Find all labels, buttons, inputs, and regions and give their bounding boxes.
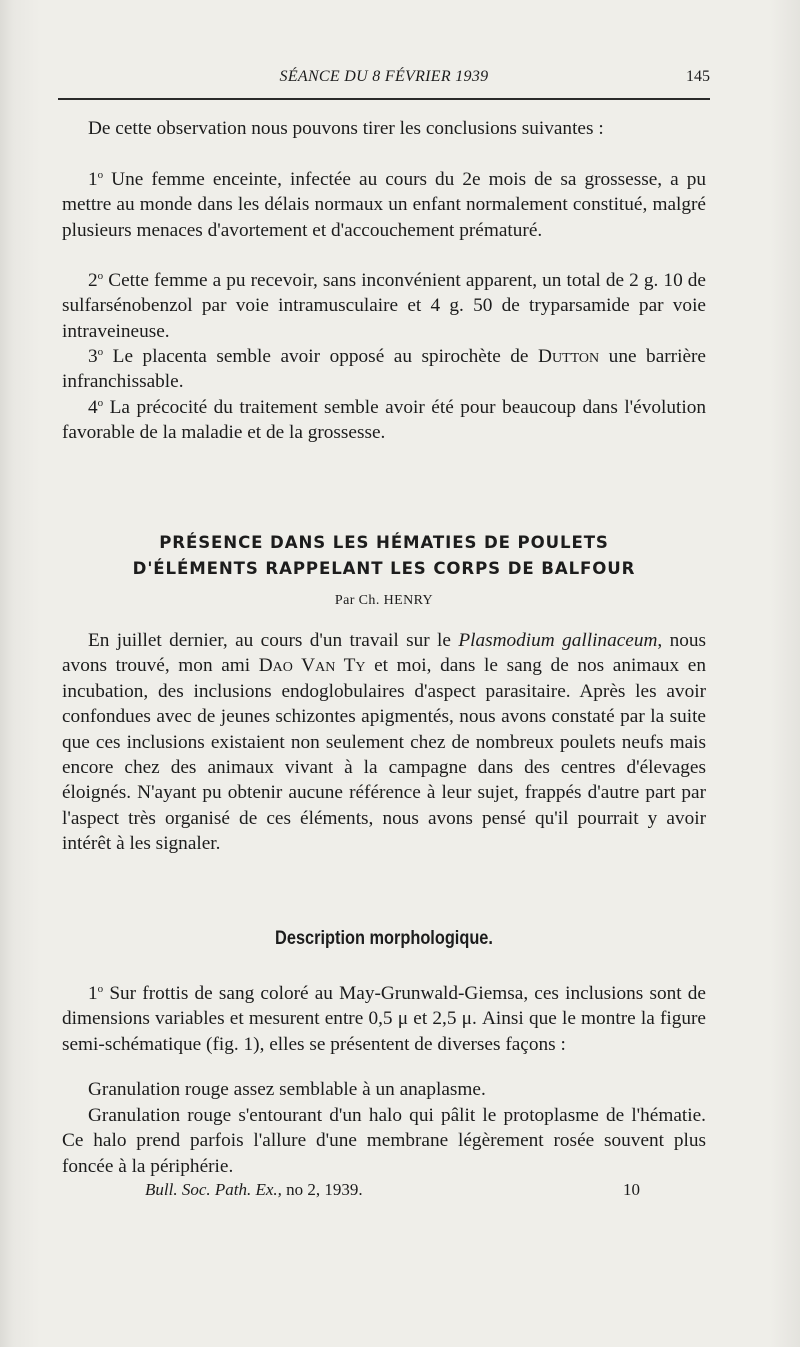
item-text: Cette femme a pu recevoir, sans inconvénient apparent, un total de 2 g. 10 de sulfarsénobenzol par voie intramusculaire et 4 g. 50 de tryparsamide par voie intraveineuse. — [62, 270, 706, 342]
item-text: une barrière infranchissable. — [62, 346, 706, 393]
article-paragraph-2 — [62, 981, 706, 1057]
article-title-line-1: PRÉSENCE DANS LES HÉMATIES DE POULETS — [159, 533, 609, 552]
conclusion-item-3 — [62, 344, 706, 395]
paragraph-text: , nous avons trouvé, mon ami — [62, 630, 706, 677]
paragraph-text: et moi, dans le sang de nos animaux en incubation, des inclusions endoglobulaires d'aspect parasitaire. Après les avoir confondues avec de jeunes schizontes apigmentés, nous avons constaté par la suite que ces inclusions existaient non seulement chez de nombreux poulets neufs mais encore chez des animaux vivant à la campagne dans des centres d'élevages éloignés. N'ayant pu obtenir aucune référence à leur sujet, frappés d'autre part par l'aspect très organisé de ces éléments, nous avons pensé qu'il pourrait y avoir intérêt à les signaler. — [62, 655, 706, 855]
item-number: 1 — [88, 983, 98, 1004]
page-number: 145 — [686, 68, 710, 85]
ordinal-mark: o — [97, 169, 104, 181]
ordinal-mark: o — [97, 270, 104, 282]
journal-name: Bull. Soc. Path. Ex., — [145, 1180, 282, 1199]
header-rule — [58, 98, 710, 100]
section-heading: Description morphologique. — [275, 928, 493, 949]
conclusion-item-2 — [62, 268, 706, 344]
species-name: Plasmodium gallinaceum — [458, 630, 658, 651]
page-footer — [145, 1180, 665, 1200]
conclusion-item-4 — [62, 395, 706, 446]
conclusions-intro: De cette observation nous pouvons tirer les conclusions suivantes : — [88, 118, 604, 139]
item-number: 2 — [88, 270, 98, 291]
item-number: 4 — [88, 397, 98, 418]
author-name: Dutton — [538, 346, 600, 367]
paragraph-text: En juillet dernier, au cours d'un travail sur le — [88, 630, 459, 651]
running-header — [58, 68, 710, 94]
item-text: La précocité du traitement semble avoir été pour beaucoup dans l'évolution favorable de la maladie et de la grossesse. — [62, 397, 706, 444]
article-paragraph-3: Granulation rouge assez semblable à un anaplasme. — [88, 1079, 486, 1100]
ordinal-mark: o — [97, 397, 104, 409]
ordinal-mark: o — [97, 983, 104, 995]
article-paragraph-1 — [62, 628, 706, 857]
colleague-name: Dao Van Ty — [258, 655, 366, 677]
signature-number: 10 — [623, 1180, 640, 1199]
article-paragraph-4: Granulation rouge s'entourant d'un halo qui pâlit le protoplasme de l'hématie. Ce halo prend parfois l'allure d'une membrane légèrement rosée souvent plus foncée à la périphérie. — [62, 1105, 706, 1177]
paragraph-text: Sur frottis de sang coloré au May-Grunwald-Giemsa, ces inclusions sont de dimensions variables et mesurent entre 0,5 μ et 2,5 μ. Ainsi que le montre la figure semi-schématique (fig. 1), elles se présentent de diverses façons : — [62, 983, 706, 1055]
conclusion-item-1 — [62, 167, 706, 243]
running-title: SÉANCE DU 8 FÉVRIER 1939 — [279, 68, 489, 85]
article-byline: Par Ch. HENRY — [334, 593, 434, 608]
journal-issue: no 2, 1939. — [281, 1180, 363, 1199]
article-title-line-2: D'ÉLÉMENTS RAPPELANT LES CORPS DE BALFOUR — [132, 559, 636, 578]
item-number: 1 — [88, 169, 98, 190]
item-number: 3 — [88, 346, 98, 367]
item-text: Le placenta semble avoir opposé au spirochète de — [103, 346, 539, 367]
ordinal-mark: o — [97, 346, 104, 358]
item-text: Une femme enceinte, infectée au cours du 2e mois de sa grossesse, a pu mettre au monde dans les délais normaux un enfant normalement constitué, malgré plusieurs menaces d'avortement et d'accouchement prématuré. — [62, 169, 706, 241]
